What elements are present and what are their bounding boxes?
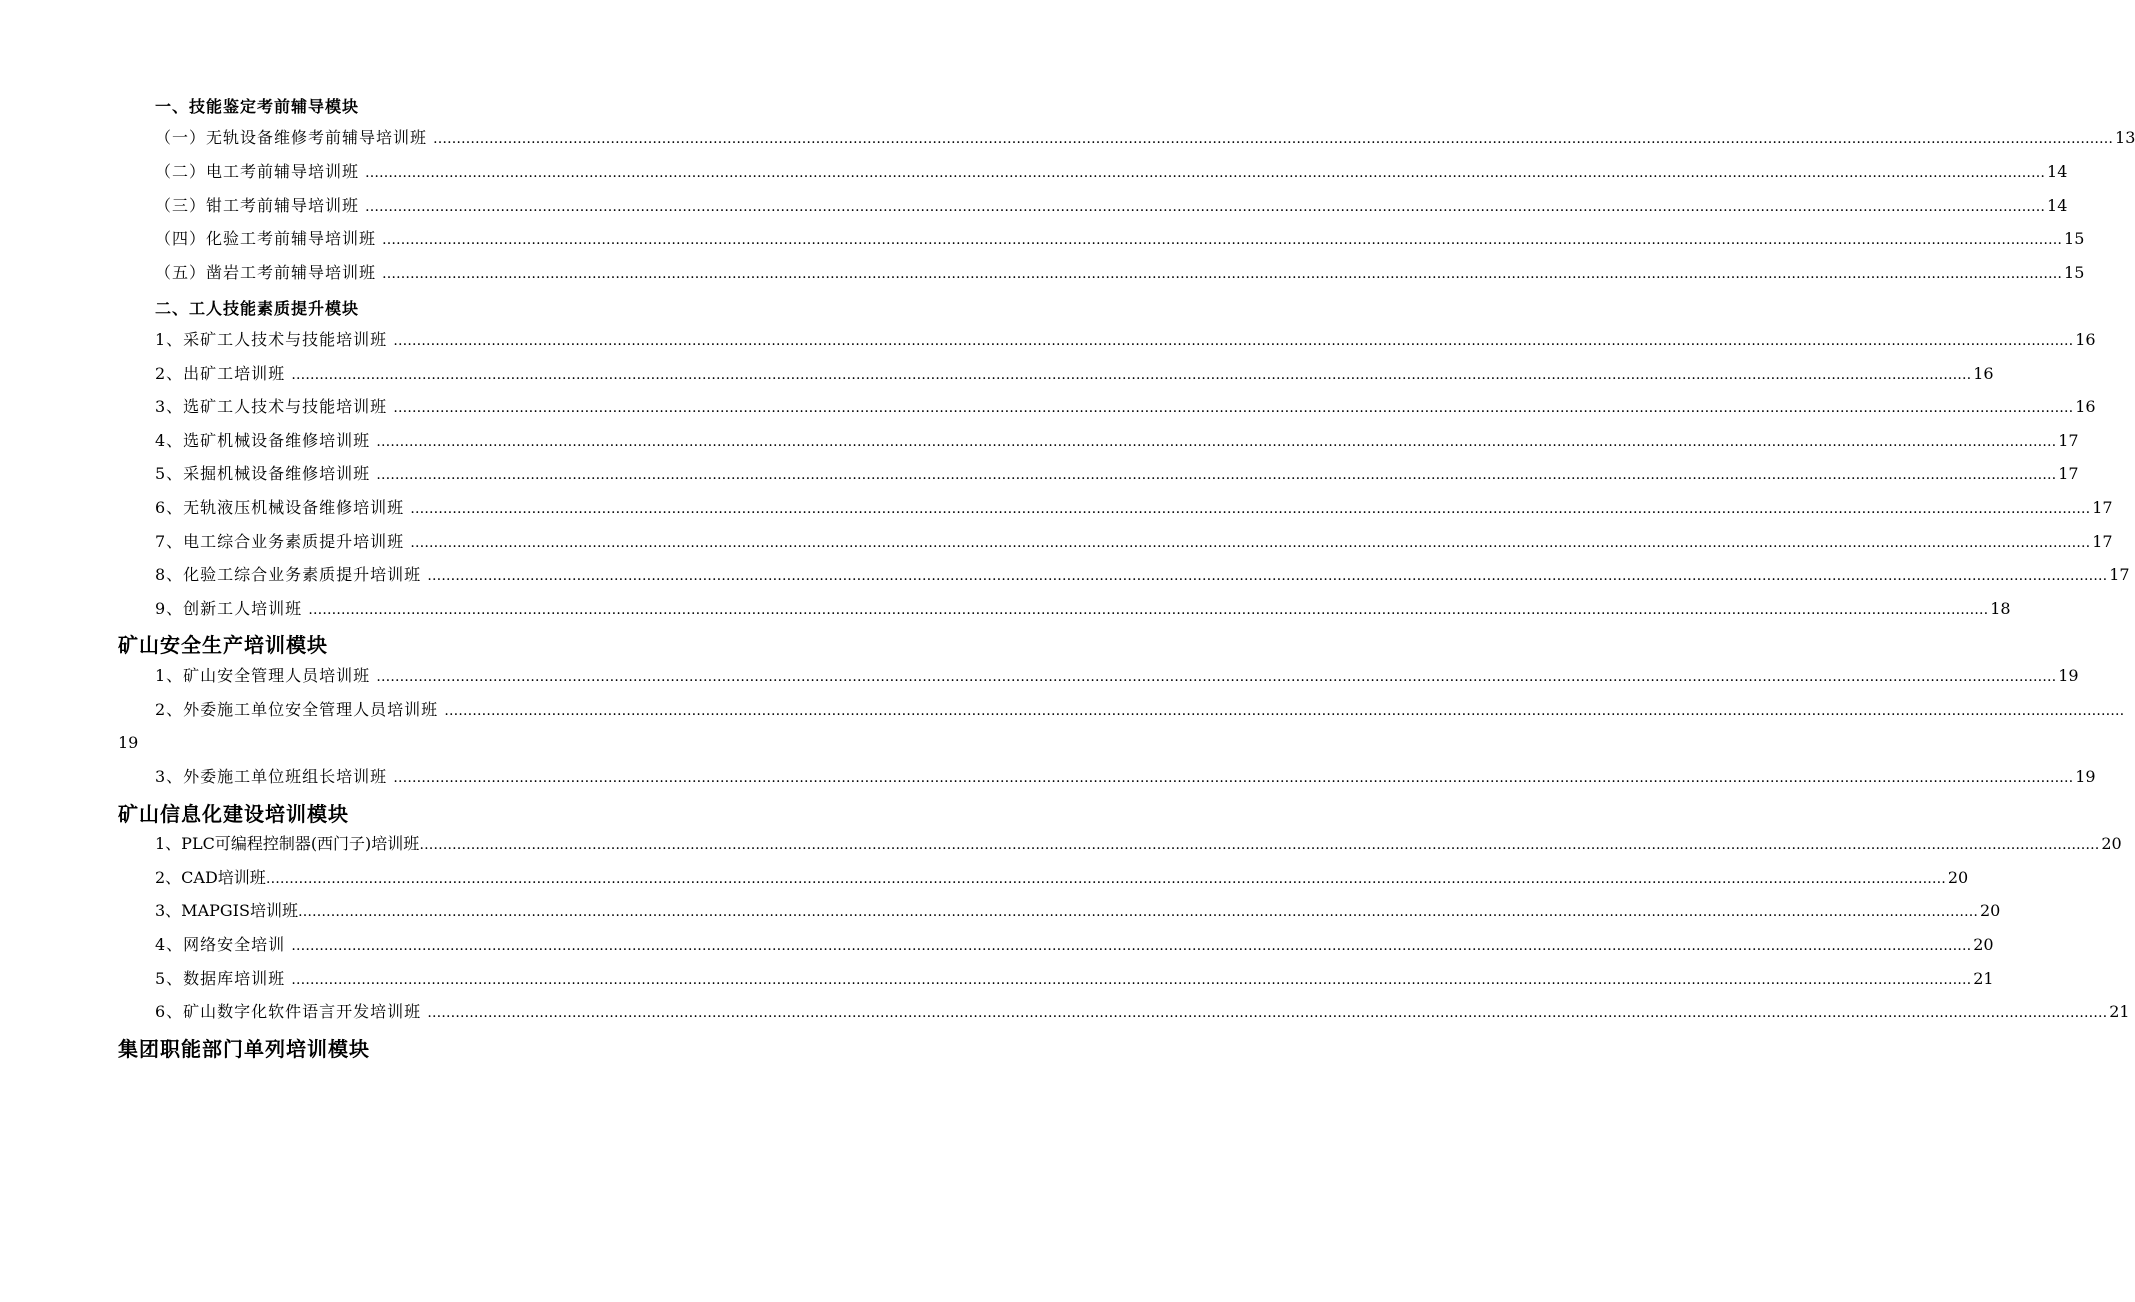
leader-dots: ……………………………………………………………………………………………………………………………………………………………………………………………………………………………………………………………………………………………………………………………… bbox=[376, 434, 2057, 450]
toc-entry-label: 5、数据库培训班 bbox=[155, 969, 286, 988]
toc-entry[interactable] bbox=[155, 195, 2068, 217]
toc-entry-page: 20 bbox=[1973, 935, 1994, 954]
toc-entry-page: 18 bbox=[1990, 599, 2011, 618]
toc-entry-label: 1、PLC可编程控制器(西门子)培训班 bbox=[155, 834, 420, 853]
leader-dots: ……………………………………………………………………………………………………………………………………………………………………………………………………………………………………………………………………………………………………………………………… bbox=[393, 333, 2074, 349]
leader-dots: ……………………………………………………………………………………………………………………………………………………………………………………………………………………………………………………………………………………………………………………………… bbox=[265, 871, 1946, 887]
toc-entry-label: 9、创新工人培训班 bbox=[155, 599, 303, 618]
leader-dots: ……………………………………………………………………………………………………………………………………………………………………………………………………………………………………………………………………………………………………………………………… bbox=[410, 535, 2091, 551]
leader-dots: ……………………………………………………………………………………………………………………………………………………………………………………………………………………………………………………………………………………………………………………………… bbox=[433, 131, 2114, 147]
toc-entry-page-wrapped: 19 bbox=[118, 733, 139, 752]
toc-entry-page: 21 bbox=[1973, 969, 1994, 988]
toc-entry[interactable] bbox=[155, 598, 2011, 620]
toc-entry-label: 1、矿山安全管理人员培训班 bbox=[155, 666, 371, 685]
toc-entry-label: （三）钳工考前辅导培训班 bbox=[155, 196, 360, 215]
toc-entry-label: 5、采掘机械设备维修培训班 bbox=[155, 464, 371, 483]
leader-dots: ……………………………………………………………………………………………………………………………………………………………………………………………………………………………………………………………………………………………………………………………… bbox=[382, 266, 2063, 282]
toc-entry-page: 17 bbox=[2109, 565, 2130, 584]
leader-dots: ……………………………………………………………………………………………………………………………………………………………………………………………………………………………………………………………………………………………………………………………… bbox=[291, 972, 1972, 988]
leader-dots: ……………………………………………………………………………………………………………………………………………………………………………………………………………………………………………………………………………………………………………………………… bbox=[365, 165, 2046, 181]
leader-dots: ……………………………………………………………………………………………………………………………………………………………………………………………………………………………………………………………………………………………………………………………… bbox=[419, 837, 2100, 853]
toc-entry-label: 2、出矿工培训班 bbox=[155, 364, 286, 383]
leader-dots: ……………………………………………………………………………………………………………………………………………………………………………………………………………………………………………………………………………………………………………………………… bbox=[308, 602, 1989, 618]
toc-entry[interactable] bbox=[155, 262, 2085, 284]
toc-entry-label: 1、采矿工人技术与技能培训班 bbox=[155, 330, 388, 349]
toc-entry-page: 19 bbox=[2058, 666, 2079, 685]
toc-entry[interactable] bbox=[155, 968, 1994, 990]
toc-entry[interactable] bbox=[155, 430, 2079, 452]
toc-entry-page: 21 bbox=[2109, 1002, 2130, 1021]
leader-dots: ……………………………………………………………………………………………………………………………………………………………………………………………………………………………………………………………………………………………………………………………… bbox=[393, 770, 2074, 786]
toc-entry-page: 15 bbox=[2064, 263, 2085, 282]
toc-entry-page: 17 bbox=[2058, 464, 2079, 483]
toc-entry-page: 17 bbox=[2092, 532, 2113, 551]
toc-entry[interactable] bbox=[155, 531, 2113, 553]
toc-entry[interactable] bbox=[155, 497, 2113, 519]
toc-entry-label: （四）化验工考前辅导培训班 bbox=[155, 229, 377, 248]
toc-entry-page: 16 bbox=[1973, 364, 1994, 383]
toc-entry[interactable] bbox=[155, 1001, 2130, 1023]
toc-entry[interactable] bbox=[155, 127, 2135, 149]
toc-entry[interactable] bbox=[155, 228, 2085, 250]
toc-entry-label: 6、矿山数字化软件语言开发培训班 bbox=[155, 1002, 422, 1021]
leader-dots: ……………………………………………………………………………………………………………………………………………………………………………………………………………………………………………………………………………………………………………………………… bbox=[444, 703, 2125, 719]
leader-dots: ……………………………………………………………………………………………………………………………………………………………………………………………………………………………………………………………………………………………………………………………… bbox=[365, 199, 2046, 215]
toc-entry-label: 4、网络安全培训 bbox=[155, 935, 286, 954]
toc-entry-label: 3、MAPGIS培训班 bbox=[155, 901, 298, 920]
leader-dots: ……………………………………………………………………………………………………………………………………………………………………………………………………………………………………………………………………………………………………………………………… bbox=[393, 400, 2074, 416]
toc-entry-label: 6、无轨液压机械设备维修培训班 bbox=[155, 498, 405, 517]
toc-entry-page: 19 bbox=[2075, 767, 2096, 786]
toc-entry[interactable] bbox=[155, 867, 1969, 889]
leader-dots: ……………………………………………………………………………………………………………………………………………………………………………………………………………………………………………………………………………………………………………………………… bbox=[297, 904, 1978, 920]
leader-dots: ……………………………………………………………………………………………………………………………………………………………………………………………………………………………………………………………………………………………………………………………… bbox=[376, 669, 2057, 685]
module-heading-safety: 矿山安全生产培训模块 bbox=[118, 633, 328, 657]
toc-entry-label: （一）无轨设备维修考前辅导培训班 bbox=[155, 128, 428, 147]
toc-entry-page: 13 bbox=[2115, 128, 2135, 147]
toc-entry[interactable] bbox=[155, 329, 2096, 351]
toc-entry[interactable] bbox=[155, 934, 1994, 956]
leader-dots: ……………………………………………………………………………………………………………………………………………………………………………………………………………………………………………………………………………………………………………………………… bbox=[291, 938, 1972, 954]
section-heading-worker-skill: 二、工人技能素质提升模块 bbox=[155, 299, 360, 318]
toc-entry-page: 14 bbox=[2047, 162, 2068, 181]
toc-entry-page: 17 bbox=[2058, 431, 2079, 450]
toc-entry-page: 16 bbox=[2075, 330, 2096, 349]
toc-entry-label: 3、外委施工单位班组长培训班 bbox=[155, 767, 388, 786]
toc-entry-page: 20 bbox=[1947, 868, 1969, 887]
toc-entry-label: （五）凿岩工考前辅导培训班 bbox=[155, 263, 377, 282]
toc-entry-label: 7、电工综合业务素质提升培训班 bbox=[155, 532, 405, 551]
toc-entry[interactable] bbox=[155, 833, 2122, 855]
toc-entry-wrapped[interactable] bbox=[155, 699, 2125, 721]
toc-entry[interactable] bbox=[155, 396, 2096, 418]
toc-entry[interactable] bbox=[155, 766, 2096, 788]
toc-entry-label: 8、化验工综合业务素质提升培训班 bbox=[155, 565, 422, 584]
toc-entry[interactable] bbox=[155, 900, 2001, 922]
toc-entry-page: 16 bbox=[2075, 397, 2096, 416]
leader-dots: ……………………………………………………………………………………………………………………………………………………………………………………………………………………………………………………………………………………………………………………………… bbox=[291, 367, 1972, 383]
toc-entry-label: 2、CAD培训班 bbox=[155, 868, 266, 887]
toc-entry-label: 4、选矿机械设备维修培训班 bbox=[155, 431, 371, 450]
toc-entry-page: 15 bbox=[2064, 229, 2085, 248]
toc-entry-label: 2、外委施工单位安全管理人员培训班 bbox=[155, 700, 439, 719]
leader-dots: ……………………………………………………………………………………………………………………………………………………………………………………………………………………………………………………………………………………………………………………………… bbox=[427, 1005, 2108, 1021]
toc-entry[interactable] bbox=[155, 564, 2130, 586]
toc-entry[interactable] bbox=[155, 463, 2079, 485]
leader-dots: ……………………………………………………………………………………………………………………………………………………………………………………………………………………………………………………………………………………………………………………………… bbox=[376, 467, 2057, 483]
section-heading-skill-exam: 一、技能鉴定考前辅导模块 bbox=[155, 97, 360, 116]
toc-entry[interactable] bbox=[155, 161, 2068, 183]
toc-entry-label: （二）电工考前辅导培训班 bbox=[155, 162, 360, 181]
toc-entry-page: 14 bbox=[2047, 196, 2068, 215]
leader-dots: ……………………………………………………………………………………………………………………………………………………………………………………………………………………………………………………………………………………………………………………………… bbox=[427, 568, 2108, 584]
toc-entry-page: 20 bbox=[2101, 834, 2122, 853]
toc-entry[interactable] bbox=[155, 665, 2079, 687]
module-heading-group: 集团职能部门单列培训模块 bbox=[118, 1037, 370, 1061]
toc-entry[interactable] bbox=[155, 363, 1994, 385]
toc-entry-page: 17 bbox=[2092, 498, 2113, 517]
toc-entry-label: 3、选矿工人技术与技能培训班 bbox=[155, 397, 388, 416]
leader-dots: ……………………………………………………………………………………………………………………………………………………………………………………………………………………………………………………………………………………………………………………………… bbox=[410, 501, 2091, 517]
toc-entry-page: 20 bbox=[1979, 901, 2001, 920]
leader-dots: ……………………………………………………………………………………………………………………………………………………………………………………………………………………………………………………………………………………………………………………………… bbox=[382, 232, 2063, 248]
module-heading-info: 矿山信息化建设培训模块 bbox=[118, 802, 349, 826]
